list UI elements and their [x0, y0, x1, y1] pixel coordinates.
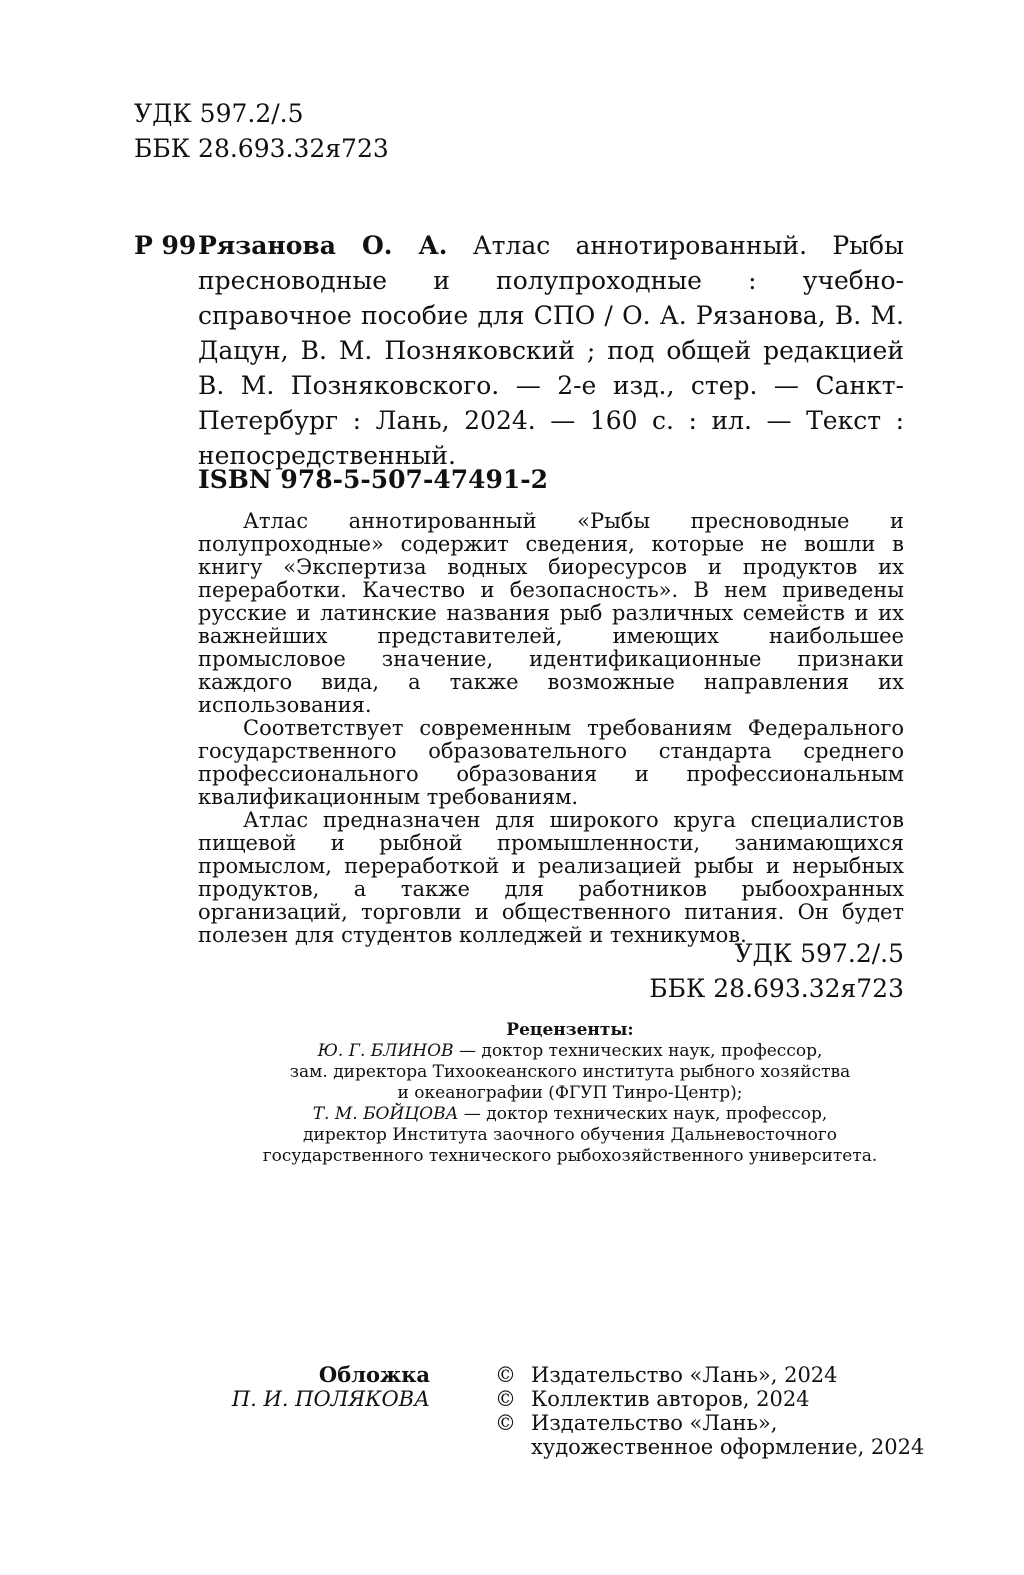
isbn: ISBN 978-5-507-47491-2 [198, 465, 549, 494]
author-sign-code: Р 99 [134, 231, 197, 260]
copyright-line-continued [495, 1435, 924, 1459]
reviewer-2-title: — доктор технических наук, профессор, [458, 1104, 828, 1124]
reviewer-2-line [150, 1104, 990, 1125]
bbk-code: ББК 28.693.32я723 [134, 134, 389, 163]
cover-credit [232, 1363, 430, 1411]
reviewers-heading: Рецензенты: [506, 1020, 634, 1040]
reviewer-1-name: Ю. Г. БЛИНОВ [317, 1041, 454, 1061]
reviewer-2-position: директор Института заочного обучения Дальневосточного [303, 1125, 837, 1145]
reviewer-1-position: зам. директора Тихоокеанского института рыбного хозяйства [289, 1062, 851, 1082]
copyright-text: Издательство «Лань», 2024 [531, 1363, 838, 1387]
copyright-line [495, 1387, 924, 1411]
citation-author: Рязанова О. А. [198, 231, 448, 260]
copyright-line [495, 1363, 924, 1387]
copyright-text: Коллектив авторов, 2024 [531, 1387, 810, 1411]
copyright-line [495, 1411, 924, 1435]
copyright-text: Издательство «Лань», [531, 1411, 778, 1435]
copyright-icon: © [495, 1387, 516, 1411]
udk-code-bottom: УДК 597.2/.5 [734, 939, 904, 968]
copyright-icon: © [495, 1363, 516, 1387]
bibliographic-entry [134, 228, 904, 473]
annotation-paragraph: Атлас предназначен для широкого круга специалистов пищевой и рыбной промышленности, занимающихся промыслом, переработкой и реализацией рыбы и нерыбных продуктов, а также для работников рыбоохранных организаций, торговли и общественного питания. Он будет полезен для студентов колледжей и техникумов. [198, 808, 904, 947]
bbk-code-bottom: ББК 28.693.32я723 [649, 974, 904, 1003]
annotation [198, 510, 904, 947]
cover-label: Обложка [318, 1362, 430, 1387]
cover-designer: П. И. ПОЛЯКОВА [231, 1387, 430, 1411]
reviewer-1-title: — доктор технических наук, профессор, [453, 1041, 823, 1061]
bibliographic-citation [198, 228, 904, 473]
copyright-icon: © [495, 1411, 516, 1435]
udk-code: УДК 597.2/.5 [134, 99, 304, 128]
citation-text: Атлас аннотированный. Рыбы пресноводные и полупроходные : учебно-справочное пособие для СПО / О. А. Рязанова, В. М. Дацун, В. М. Позняковский ; под общей редакцией В. М. Позняковского. — 2-е изд., стер. — Санкт-Петербург : Лань, 2024. — 160 с. : ил. — Текст : непосредственный. [198, 231, 904, 470]
reviewer-1-organization: и океанографии (ФГУП Тинро-Центр); [397, 1083, 743, 1103]
reviewer-2-name: Т. М. БОЙЦОВА [312, 1104, 459, 1124]
top-classification-codes [134, 96, 389, 166]
reviewer-2-organization: государственного технического рыбохозяйственного университета. [262, 1146, 878, 1166]
copyright-block [495, 1363, 924, 1459]
reviewer-1-line [150, 1041, 990, 1062]
annotation-paragraph: Соответствует современным требованиям Федерального государственного образовательного стандарта среднего профессионального образования и профессиональным квалификационным требованиям. [198, 716, 904, 809]
annotation-paragraph: Атлас аннотированный «Рыбы пресноводные и полупроходные» содержит сведения, которые не вошли в книгу «Экспертиза водных биоресурсов и продуктов их переработки. Качество и безопасность». В нем приведены русские и латинские названия рыб различных семейств и их важнейших представителей, имеющих наибольшее промысловое значение, идентификационные признаки каждого вида, а также возможные направления их использования. [198, 509, 904, 717]
copyright-text: художественное оформление, 2024 [531, 1435, 925, 1459]
reviewers-block [150, 1020, 990, 1167]
bottom-classification-codes [649, 936, 904, 1006]
